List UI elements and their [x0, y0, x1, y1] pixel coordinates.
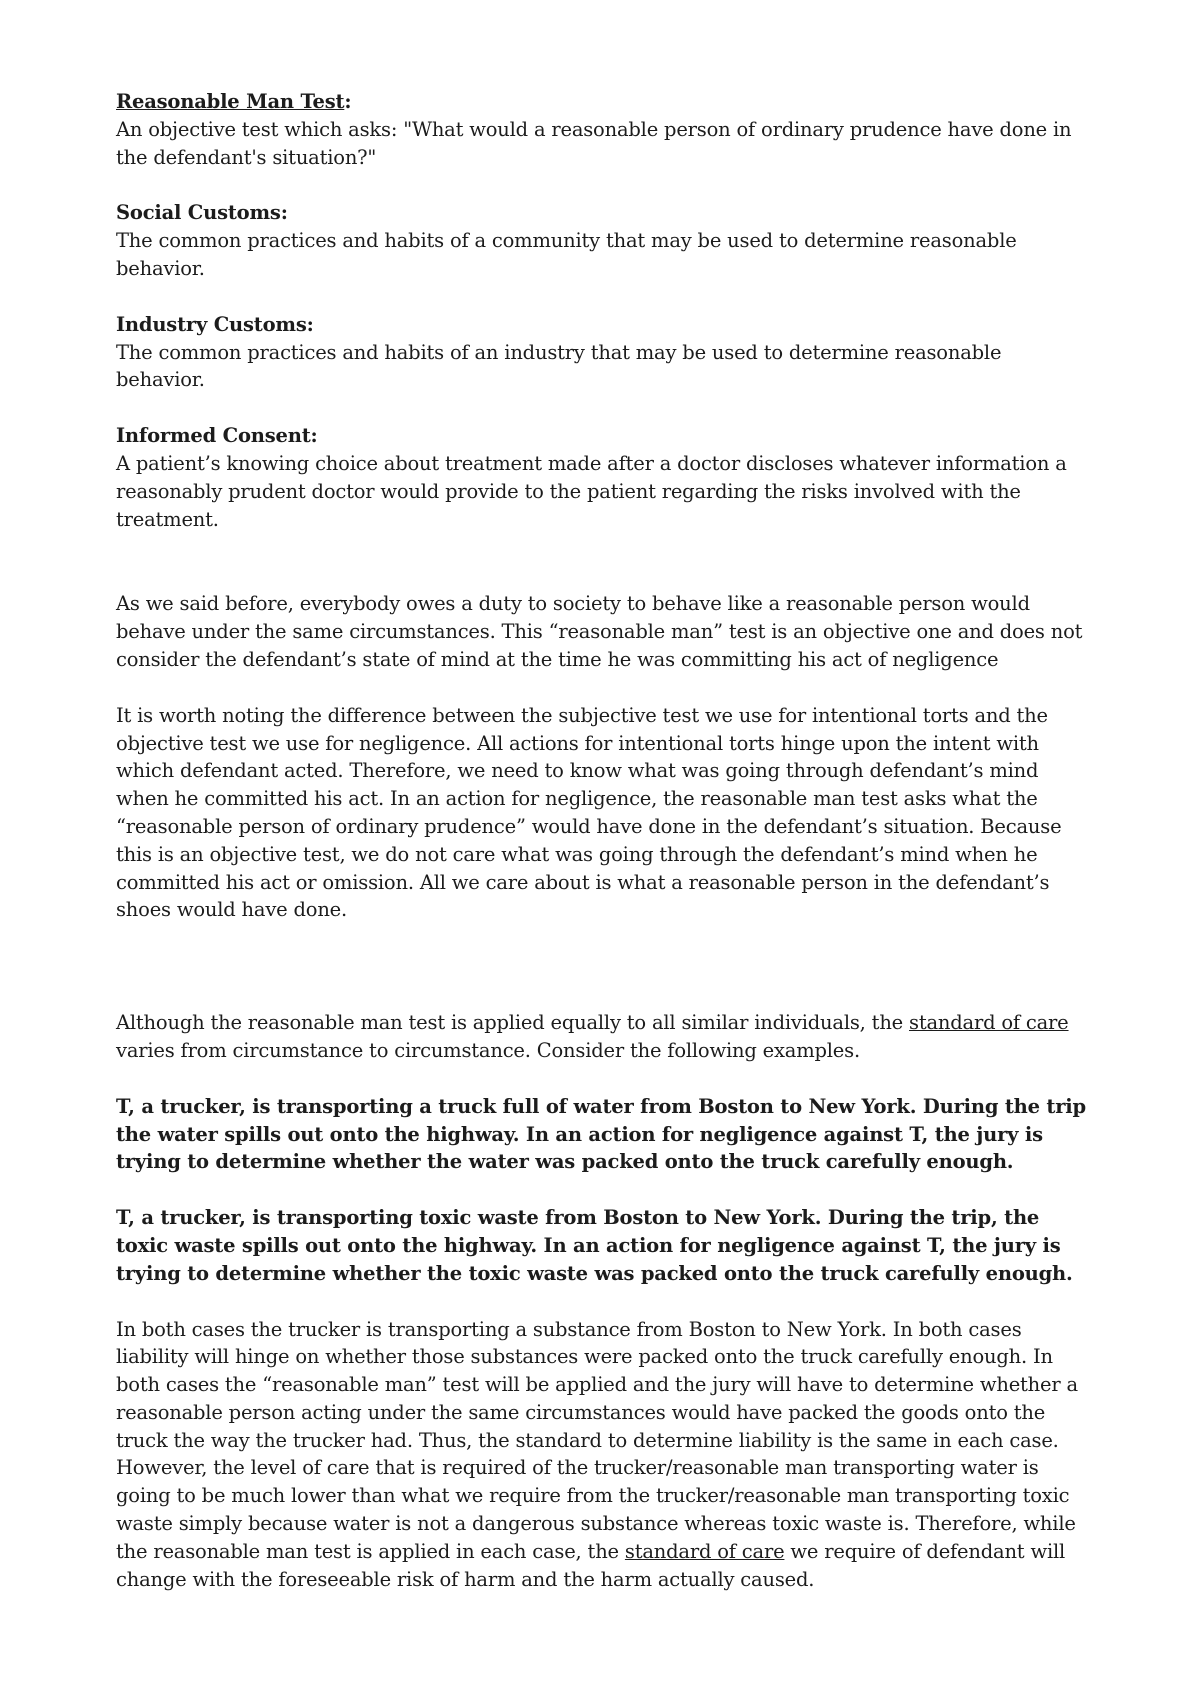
term-title: Informed Consent: — [116, 424, 318, 448]
term-title-text: Reasonable Man Test — [116, 90, 345, 113]
term-definition: The common practices and habits of an industry that may be used to determine reasonable behavior. — [116, 340, 1002, 392]
spacer — [116, 561, 1086, 590]
paragraph-standard-of-care-intro — [116, 1009, 1086, 1065]
term-definition: A patient’s knowing choice about treatment made after a doctor discloses whatever information a reasonably prudent doctor would provide to the patient regarding the risks involved with the treatment. — [116, 451, 1067, 531]
definition-social-customs — [116, 199, 1086, 282]
term-title: Industry Customs: — [116, 312, 314, 336]
standard-of-care-underline: standard of care — [909, 1011, 1069, 1035]
text: In both cases the trucker is transporting a substance from Boston to New York. In both cases liability will hinge on whether those substances were packed onto the truck carefully enough. In both cases the “reasonable man” test will be applied and the jury will have to determine whether a reasonable person acting under the same circumstances would have packed the goods onto the truck the way the trucker had. Thus, the standard to determine liability is the same in each case. However, the level of care that is required of the trucker/reasonable man transporting water is going to be much lower than what we require from the trucker/reasonable man transporting toxic waste simply because water is not a dangerous substance whereas toxic waste is. Therefore, while the reasonable man test is applied in each case, the — [116, 1317, 1078, 1563]
paragraph-comparison — [116, 1316, 1086, 1594]
example-toxic-waste-truck: T, a trucker, is transporting toxic waste from Boston to New York. During the trip, the toxic waste spills out onto the highway. In an action for negligence against T, the jury is trying to determine whether the toxic waste was packed onto the truck carefully enough. — [116, 1206, 1073, 1285]
spacer — [116, 952, 1086, 1009]
text: varies from circumstance to circumstance. Consider the following examples. — [116, 1038, 860, 1062]
text: we require of defendant will change with the foreseeable risk of harm and the harm actually caused. — [116, 1539, 1066, 1591]
example-water-truck: T, a trucker, is transporting a truck full of water from Boston to New York. During the trip the water spills out onto the highway. In an action for negligence against T, the jury is trying to determine whether the water was packed onto the truck carefully enough. — [116, 1094, 1086, 1174]
definition-informed-consent — [116, 422, 1086, 533]
document-page — [116, 88, 1086, 1621]
term-definition: The common practices and habits of a community that may be used to determine reasonable behavior. — [116, 229, 1017, 280]
paragraph-subjective-vs-objective: It is worth noting the difference between the subjective test we use for intentional torts and the objective test we use for negligence. All actions for intentional torts hinge upon the intent with which defendant acted. Therefore, we need to know what was going through defendant’s mind when he committed his act. In an action for negligence, the reasonable man test asks what the “reasonable person of ordinary prudence” would have done in the defendant’s situation. Because this is an objective test, we do not care what was going through the defendant’s mind when he committed his act or omission. All we care about is what a reasonable person in the defendant’s shoes would have done. — [116, 703, 1062, 922]
term-title: Social Customs: — [116, 201, 288, 225]
term-definition: An objective test which asks: "What would a reasonable person of ordinary prudence have done in the defendant's situation?" — [116, 117, 1072, 169]
term-title-colon: : — [344, 90, 352, 113]
definition-reasonable-man-test — [116, 88, 1086, 171]
text: Although the reasonable man test is applied equally to all similar individuals, the — [116, 1011, 910, 1035]
paragraph-duty-of-care: As we said before, everybody owes a duty to society to behave like a reasonable person would behave under the same circumstances. This “reasonable man” test is an objective one and does not consider the defendant’s state of mind at the time he was committing his act of negligence — [116, 592, 1083, 671]
standard-of-care-underline: standard of care — [624, 1539, 785, 1563]
term-title — [116, 88, 1086, 116]
definition-industry-customs — [116, 311, 1086, 394]
